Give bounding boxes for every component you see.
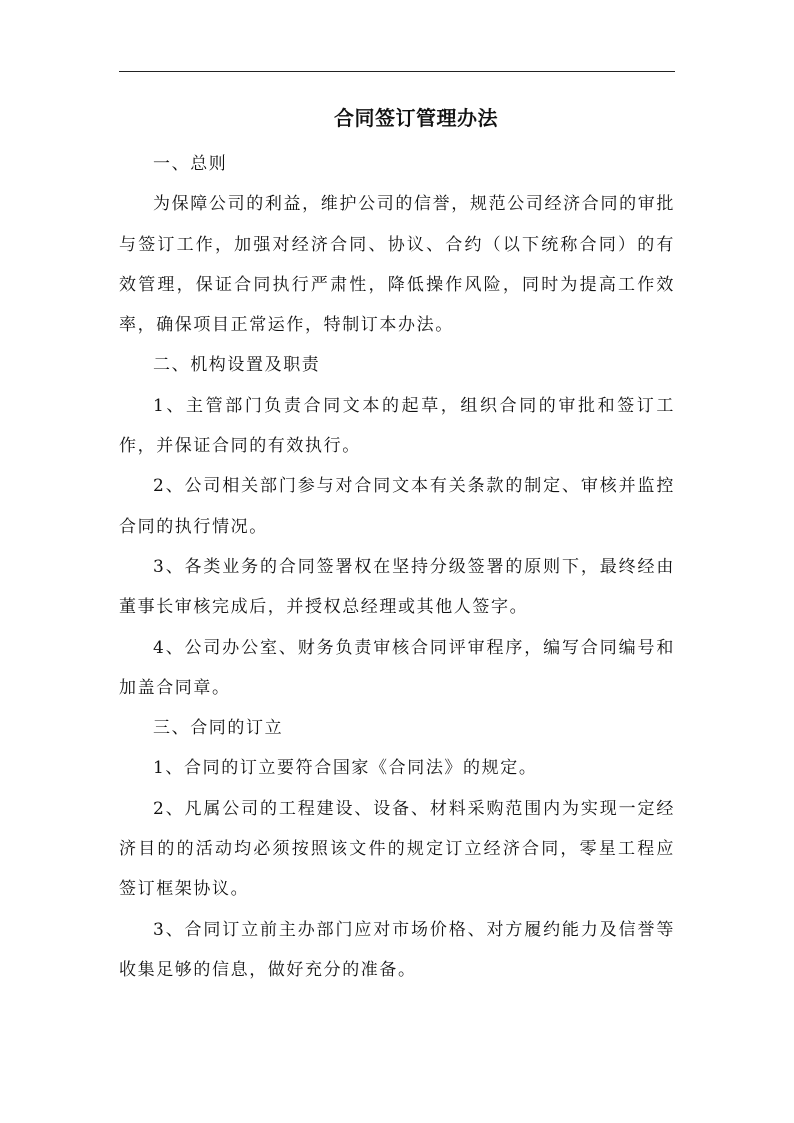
document-title: 合同签订管理办法 [334, 106, 498, 130]
paragraph-conclusion-2: 2、凡属公司的工程建设、设备、材料采购范围内为实现一定经济目的的活动均必须按照该文件的规定订立经济合同，零星工程应签订框架协议。 [119, 798, 675, 900]
paragraph-duty-3: 3、各类业务的合同签署权在坚持分级签署的原则下，最终经由董事长审核完成后，并授权总经理或其他人签字。 [119, 556, 675, 618]
paragraph-duty-4: 4、公司办公室、财务负责审核合同评审程序，编写合同编号和加盖合同章。 [119, 637, 675, 698]
section-heading-conclusion: 三、合同的订立 [153, 718, 284, 739]
paragraph-duty-1: 1、主管部门负责合同文本的起草，组织合同的审批和签订工作，并保证合同的有效执行。 [119, 395, 675, 457]
paragraph-duty-2: 2、公司相关部门参与对合同文本有关条款的制定、审核并监控合同的执行情况。 [119, 476, 675, 537]
section-heading-organization: 二、机构设置及职责 [153, 355, 321, 376]
document-body [119, 144, 675, 990]
paragraph-purpose: 为保障公司的利益，维护公司的信誉，规范公司经济合同的审批与签订工作，加强对经济合同、协议、合约（以下统称合同）的有效管理，保证合同执行严肃性，降低操作风险，同时为提高工作效率，确保项目正常运作，特制订本办法。 [119, 194, 675, 336]
paragraph-conclusion-1: 1、合同的订立要符合国家《合同法》的规定。 [153, 758, 538, 779]
header-rule [119, 71, 675, 72]
section-heading-general: 一、总则 [153, 154, 228, 174]
paragraph-conclusion-3: 3、合同订立前主办部门应对市场价格、对方履约能力及信誉等收集足够的信息，做好充分的准备。 [119, 919, 675, 980]
